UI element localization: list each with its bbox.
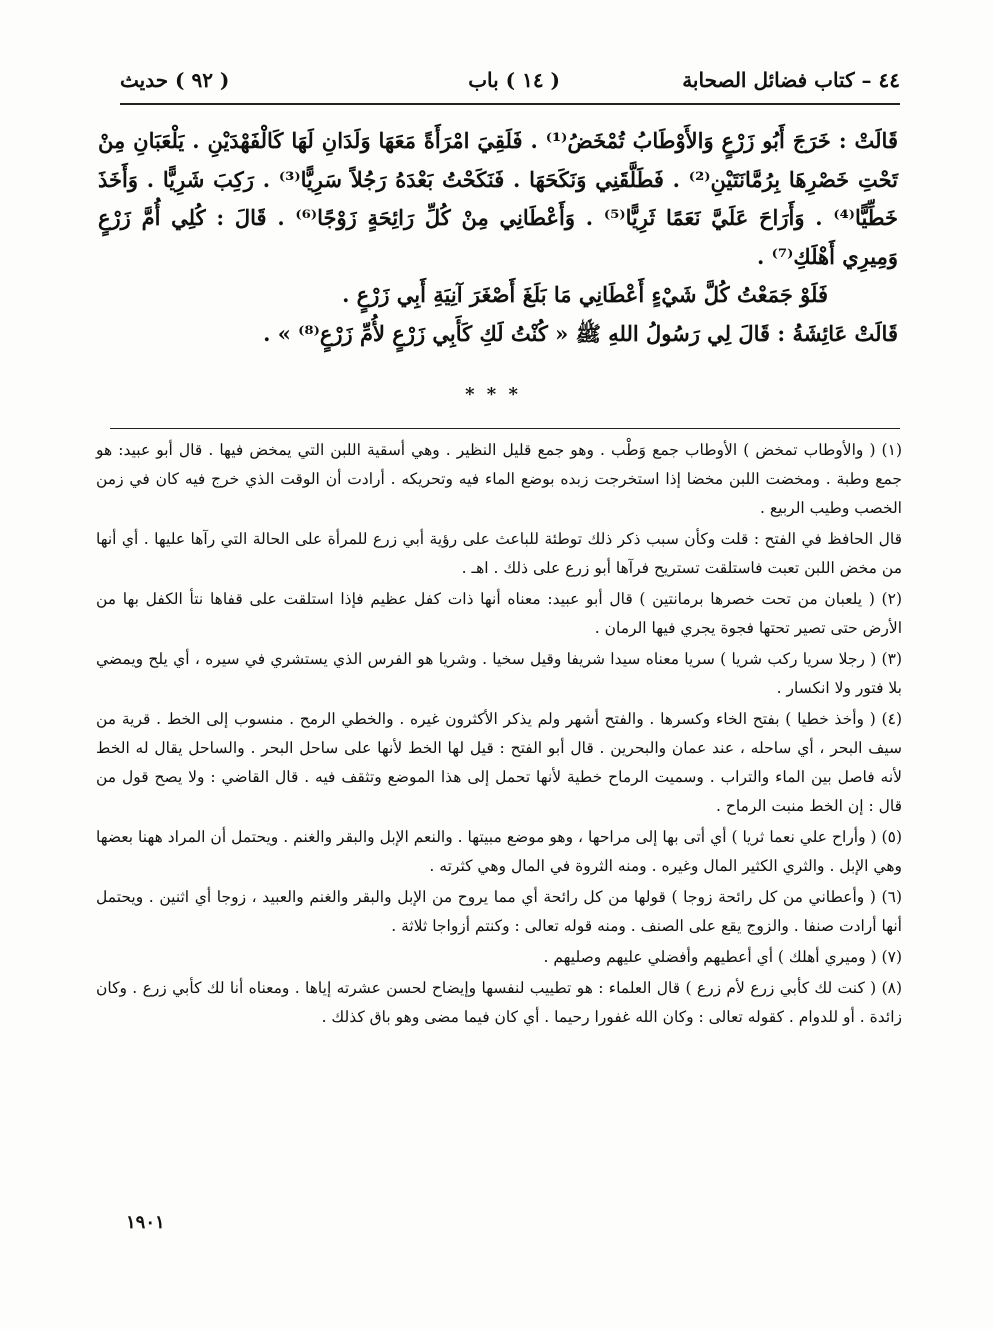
footnote: (٨) ( كنت لك كأبي زرع لأم زرع ) قال العلماء : هو تطييب لنفسها وإيضاح لحسن عشرته إياها . ومعناه أنا لك كأبي زرع . وكان زائدة . أو للدوام . كقوله تعالى : وكان الله غفورا رحيما . أي كان فيما مضى وهو باق كذلك .	[96, 979, 902, 1026]
footnote: (٣) ( رجلا سريا ركب شريا ) سريا معناه سيدا شريفا وقيل سخيا . وشريا هو الفرس الذي يستشري في سيره ، أي يلح ويمضي بلا فتور ولا انكسار .	[96, 650, 902, 697]
footnote: (٢) ( يلعبان من تحت خصرها برمانتين ) قال أبو عبيد: معناه أنها ذات كفل عظيم فإذا استلقت على قفاها نتأ الكفل بها من الأرض حتى تصير تحتها فجوة يجري فيها الرمان .	[96, 590, 902, 637]
book-title: ٤٤ – كتاب فضائل الصحابة	[682, 68, 900, 92]
hadith-number: ( ٩٢ ) حديث	[120, 68, 230, 92]
footnote: (٧) ( وميري أهلك ) أي أعطيهم وأفضلي عليهم وصليهم .	[543, 948, 902, 966]
footnote: قال الحافظ في الفتح : قلت وكأن سبب ذكر ذلك توطئة للباعث على رؤية أبي زرع للمرأة على الحالة التي رآها عليها . أي أنها من مخض اللبن تعبت فاستلقت تستريح فرآها أبو زرع على ذلك . اهـ .	[96, 530, 902, 577]
running-header	[120, 68, 900, 104]
footnote-rule	[110, 428, 900, 429]
chapter-label: ( ١٤ ) باب	[468, 68, 560, 92]
hadith-paragraph: قَالَتْ عَائِشَةُ : قَالَ لِي رَسُولُ اللهِ ﷺ « كُنْتُ لَكِ كَأَبِي زَرْعٍ لأُمِّ زَرْعٍ⁽⁸⁾ » .	[263, 320, 898, 346]
footnote: (٦) ( وأعطاني من كل رائحة زوجا ) قولها من كل رائحة أي مما يروح من الإبل والبقر والغنم والعبيد ، زوجا أي اثنين . ويحتمل أنها أرادت صنفا . والزوج يقع على الصنف . ومنه قوله تعالى : وكنتم أزواجا ثلاثة .	[96, 888, 902, 935]
hadith-paragraph: قَالَتْ : خَرَجَ أَبُو زَرْعٍ وَالأَوْطَابُ تُمْخَضُ⁽¹⁾ . فَلَقِيَ امْرَأَةً مَعَهَا وَلَدَانِ لَهَا كَالْفَهْدَيْنِ . يَلْعَبَانِ مِنْ تَحْتِ خَصْرِهَا بِرُمَّانَتَيْنِ⁽²⁾ . فَطَلَّقَنِي وَنَكَحَهَا . فَنَكَحْتُ بَعْدَهُ رَجُلاً سَرِيًّا⁽³⁾ . رَكِبَ شَرِيًّا . وَأَخَذَ خَطِّيًّا⁽⁴⁾ . وَأَرَاحَ عَلَيَّ نَعَمًا ثَرِيًّا⁽⁵⁾ . وَأَعْطَانِي مِنْ كُلِّ رَائِحَةٍ زَوْجًا⁽⁶⁾ . قَالَ : كُلِي أُمَّ زَرْعٍ وَمِيرِي أَهْلَكِ⁽⁷⁾ .	[98, 128, 898, 269]
hadith-paragraph: فَلَوْ جَمَعْتُ كُلَّ شَيْءٍ أَعْطَانِي مَا بَلَغَ أَصْغَرَ آنِيَةِ أَبِي زَرْعٍ .	[342, 282, 828, 307]
header-rule	[120, 103, 900, 105]
footnotes	[96, 436, 902, 1034]
section-separator: * * *	[465, 384, 521, 405]
footnote: (١) ( والأوطاب تمخض ) الأوطاب جمع وَطْب . وهو جمع قليل النظير . وهي أسقية اللبن التي يمخض فيها . قال أبو عبيد: هو جمع وطبة . ومخضت اللبن مخضا إذا استخرجت زبده بوضع الماء فيه وتحريكه . أرادت أن الوقت الذي خرج فيه كان في زمن الخصب وطيب الربيع .	[96, 441, 902, 517]
page-number: ١٩٠١	[126, 1212, 165, 1233]
footnote: (٤) ( وأخذ خطيا ) بفتح الخاء وكسرها . والفتح أشهر ولم يذكر الأكثرون غيره . والخطي الرمح . منسوب إلى الخط . قرية من سيف البحر ، أي ساحله ، عند عمان والبحرين . قال أبو الفتح : قيل لها الخط لأنها على ساحل البحر . والساحل يقال له الخط لأنه فاصل بين الماء والتراب . وسميت الرماح خطية لأنها تحمل إلى هذا الموضع وتثقف فيه . قال القاضي : ولا يصح قول من قال : إن الخط منبت الرماح .	[96, 710, 902, 815]
footnote: (٥) ( وأراح علي نعما ثريا ) أي أتى بها إلى مراحها ، وهو موضع مبيتها . والنعم الإبل والبقر والغنم . ويحتمل أن المراد ههنا بعضها وهي الإبل . والثري الكثير المال وغيره . ومنه الثروة في المال وهي كثرته .	[96, 828, 902, 875]
hadith-text	[98, 122, 898, 353]
